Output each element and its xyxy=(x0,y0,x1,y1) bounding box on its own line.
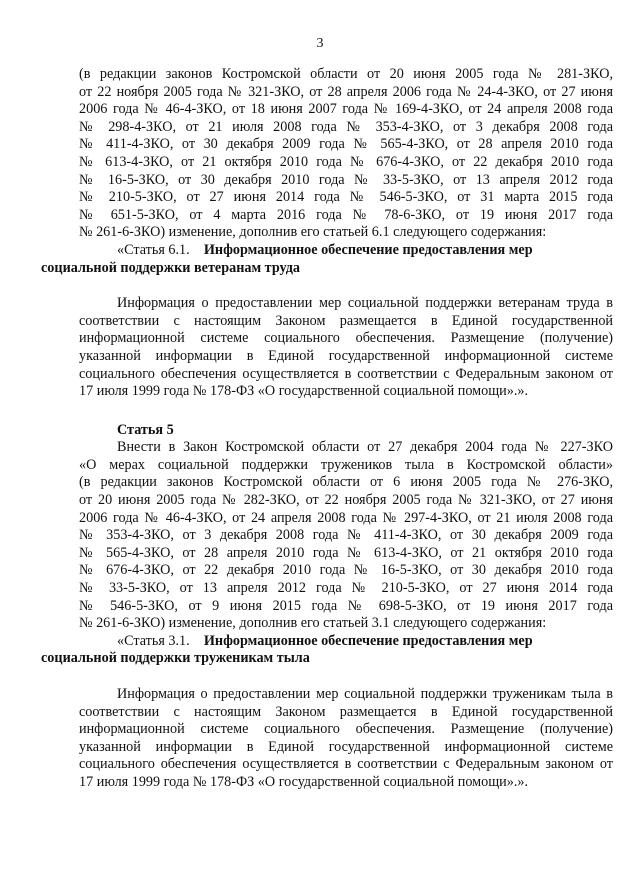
text-line: № 210-5-ЗКО, от 27 июня 2014 года № 546-5-ЗКО, от 31 марта 2015 года xyxy=(79,189,613,206)
article-5-heading: Статья 5 xyxy=(117,421,174,438)
text-line: № 16-5-ЗКО, от 30 декабря 2010 года № 33-5-ЗКО, от 13 апреля 2012 года xyxy=(79,171,613,188)
text-line: 17 июля 1999 года № 178-ФЗ «О государственной социальной помощи».». xyxy=(79,383,529,400)
text-line: указанной информации в Единой государственной информационной системе xyxy=(79,738,613,755)
article-title-continued: социальной поддержки ветеранам труда xyxy=(41,259,300,276)
page-number: 3 xyxy=(316,36,324,51)
article-6-1-body xyxy=(79,295,613,401)
text-line: Информация о предоставлении мер социальной поддержки труженикам тыла в xyxy=(117,686,613,702)
article-title: Информационное обеспечение предоставления мер xyxy=(203,241,533,258)
text-line: № 411-4-ЗКО, от 30 декабря 2009 года № 565-4-ЗКО, от 28 апреля 2010 года xyxy=(79,136,613,153)
text-line: «О мерах социальной поддержки тружеников тыла в Костромской области» xyxy=(79,456,613,473)
text-line: социального обеспечения осуществляется в соответствии с Федеральным законом от xyxy=(79,365,613,382)
text-line: от 22 ноября 2005 года № 321-ЗКО, от 28 апреля 2006 года № 24-4-ЗКО, от 27 июня xyxy=(79,83,613,100)
text-line: 17 июля 1999 года № 178-ФЗ «О государственной социальной помощи».». xyxy=(79,773,529,790)
text-line: № 676-4-ЗКО, от 22 декабря 2010 года № 16-5-ЗКО, от 30 декабря 2010 года xyxy=(79,562,613,579)
amendment-paragraph-veterans xyxy=(79,66,613,242)
text-line: № 651-5-ЗКО, от 4 марта 2016 года № 78-6-ЗКО, от 19 июня 2017 года xyxy=(79,206,613,223)
text-line: Информация о предоставлении мер социальной поддержки ветеранам труда в xyxy=(117,295,613,312)
text-line: 2006 года № 46-4-ЗКО, от 24 апреля 2008 года № 297-4-ЗКО, от 21 июля 2008 года xyxy=(79,509,613,526)
text-line: Внести в Закон Костромской области от 27 декабря 2004 года № 227-ЗКО xyxy=(117,439,613,456)
text-line: (в редакции законов Костромской области от 20 июня 2005 года № 281-ЗКО, xyxy=(79,66,613,82)
article-3-1-heading xyxy=(41,632,613,668)
text-line: информационной системе социального обеспечения. Размещение (получение) xyxy=(79,330,613,347)
text-line: информационной системе социального обеспечения. Размещение (получение) xyxy=(79,721,613,738)
text-line: № 613-4-ЗКО, от 21 октября 2010 года № 676-4-ЗКО, от 22 декабря 2010 года xyxy=(79,153,613,170)
article-title-continued: социальной поддержки труженикам тыла xyxy=(41,650,310,667)
text-line: (в редакции законов Костромской области от 6 июня 2005 года № 276-ЗКО, xyxy=(79,474,613,491)
text-line: социального обеспечения осуществляется в соответствии с Федеральным законом от xyxy=(79,756,613,773)
article-6-1-heading xyxy=(41,241,613,277)
text-line: № 33-5-ЗКО, от 13 апреля 2012 года № 210-5-ЗКО, от 27 июня 2014 года xyxy=(79,580,613,597)
text-line: указанной информации в Единой государственной информационной системе xyxy=(79,347,613,364)
text-line: соответствии с настоящим Законом размещается в Единой государственной xyxy=(79,703,613,720)
article-5-body xyxy=(79,439,613,633)
article-prefix: «Статья 3.1. xyxy=(117,632,190,649)
text-line: № 565-4-ЗКО, от 28 апреля 2010 года № 613-4-ЗКО, от 21 октября 2010 года xyxy=(79,544,613,561)
text-line: 2006 года № 46-4-ЗКО, от 18 июня 2007 года № 169-4-ЗКО, от 24 апреля 2008 года xyxy=(79,101,613,118)
text-line: от 20 июня 2005 года № 282-ЗКО, от 22 ноября 2005 года № 321-ЗКО, от 27 июня xyxy=(79,492,613,509)
text-line: № 261-6-ЗКО) изменение, дополнив его статьей 3.1 следующего содержания: xyxy=(79,615,547,632)
article-3-1-body xyxy=(79,686,613,792)
text-line: № 353-4-ЗКО, от 3 декабря 2008 года № 411-4-ЗКО, от 30 декабря 2009 года xyxy=(79,527,613,544)
text-line: № 546-5-ЗКО, от 9 июня 2015 года № 698-5-ЗКО, от 19 июня 2017 года xyxy=(79,597,613,614)
text-line: № 298-4-ЗКО, от 21 июля 2008 года № 353-4-ЗКО, от 3 декабря 2008 года xyxy=(79,118,613,135)
text-line: соответствии с настоящим Законом размещается в Единой государственной xyxy=(79,312,613,329)
text-line: № 261-6-ЗКО) изменение, дополнив его статьей 6.1 следующего содержания: xyxy=(79,224,547,241)
article-title: Информационное обеспечение предоставления мер xyxy=(203,632,533,649)
document-body xyxy=(41,66,613,792)
article-prefix: «Статья 6.1. xyxy=(117,241,190,258)
